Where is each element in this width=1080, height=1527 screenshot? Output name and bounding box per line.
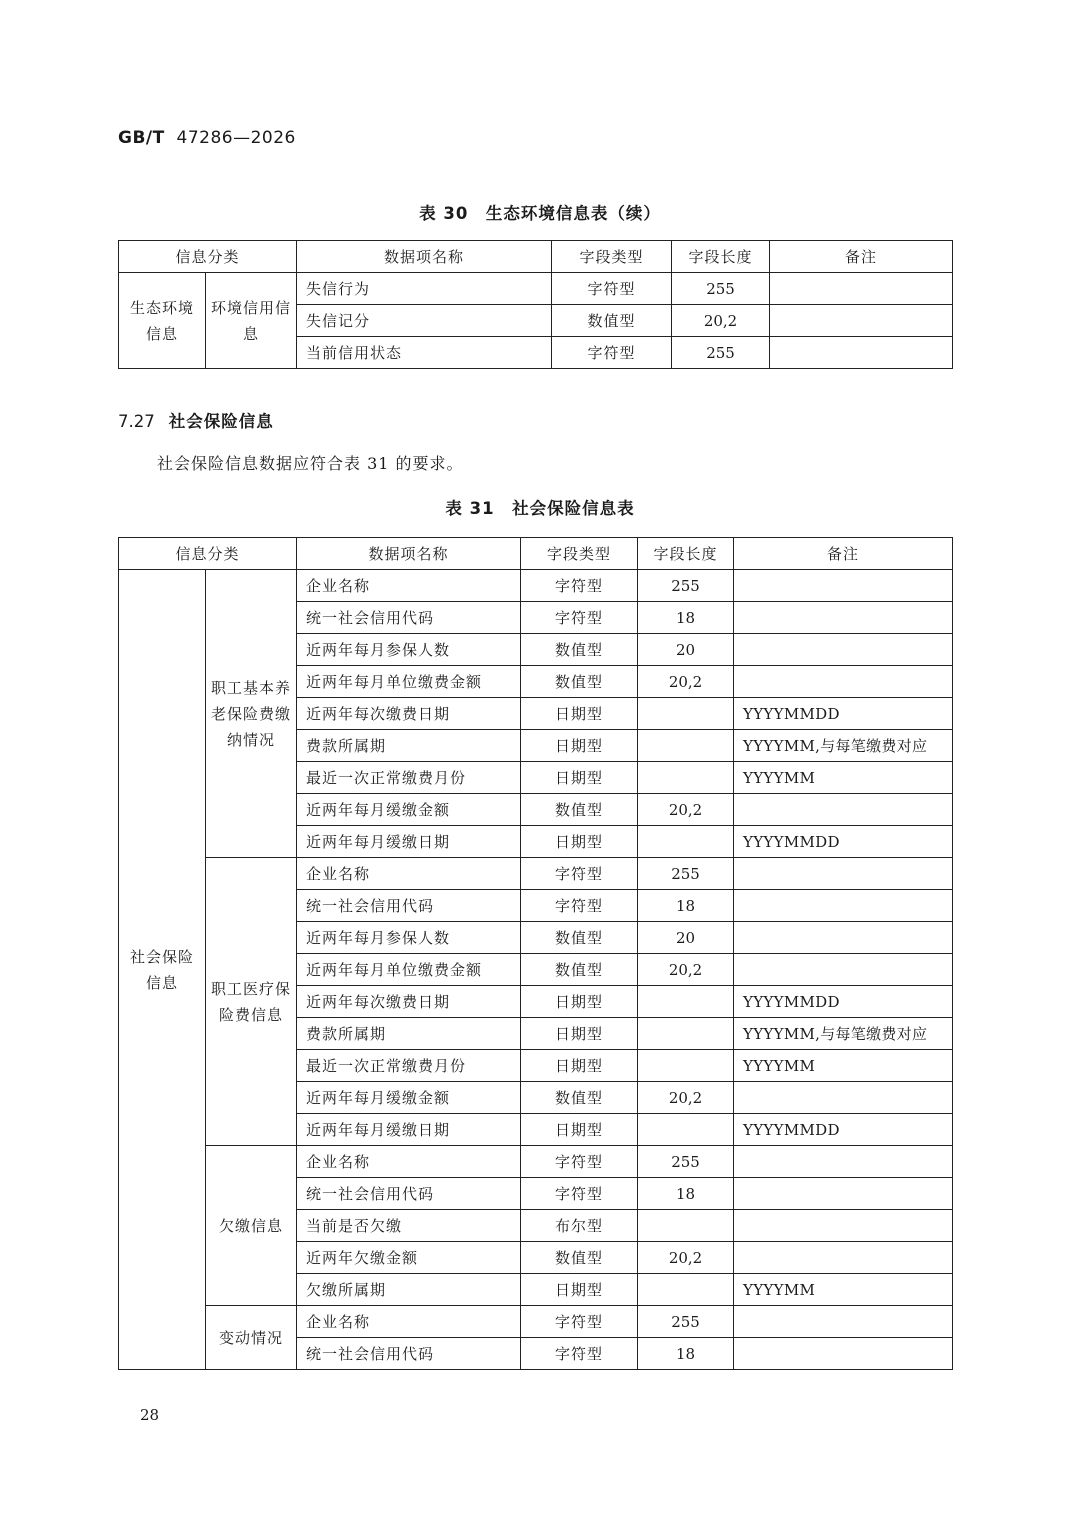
field-type: 数值型 <box>521 666 638 698</box>
field-length <box>638 1274 734 1306</box>
field-type: 数值型 <box>521 1082 638 1114</box>
field-length: 20,2 <box>638 954 734 986</box>
field-name: 企业名称 <box>297 570 521 602</box>
field-length <box>638 826 734 858</box>
field-name: 失信记分 <box>297 305 552 337</box>
field-type: 日期型 <box>521 986 638 1018</box>
field-note <box>734 602 953 634</box>
field-note <box>734 1178 953 1210</box>
field-length: 20,2 <box>672 305 770 337</box>
header-note: 备注 <box>734 538 953 570</box>
field-note <box>734 922 953 954</box>
field-type: 字符型 <box>521 890 638 922</box>
field-length: 255 <box>638 570 734 602</box>
category-level2: 变动情况 <box>206 1306 297 1370</box>
field-length: 18 <box>638 1178 734 1210</box>
field-name: 费款所属期 <box>297 1018 521 1050</box>
field-note <box>734 1082 953 1114</box>
table31 <box>118 537 953 1370</box>
category-level2: 环境信用信息 <box>206 273 297 369</box>
field-length: 255 <box>638 1146 734 1178</box>
page-number: 28 <box>140 1406 160 1424</box>
field-name: 企业名称 <box>297 858 521 890</box>
section-heading <box>118 408 274 432</box>
field-type: 字符型 <box>521 570 638 602</box>
field-note: YYYYMM <box>734 1274 953 1306</box>
field-length: 18 <box>638 1338 734 1370</box>
field-type: 日期型 <box>521 1114 638 1146</box>
field-name: 企业名称 <box>297 1306 521 1338</box>
field-length: 20,2 <box>638 794 734 826</box>
field-note: YYYYMM,与每笔缴费对应 <box>734 730 953 762</box>
table31-header-row <box>119 538 953 570</box>
field-type: 数值型 <box>521 1242 638 1274</box>
field-note: YYYYMMDD <box>734 698 953 730</box>
field-name: 统一社会信用代码 <box>297 602 521 634</box>
field-type: 字符型 <box>521 1338 638 1370</box>
field-name: 近两年每次缴费日期 <box>297 986 521 1018</box>
field-note <box>734 1306 953 1338</box>
field-note <box>770 337 953 369</box>
field-note: YYYYMMDD <box>734 1114 953 1146</box>
header-length: 字段长度 <box>672 241 770 273</box>
field-type: 日期型 <box>521 1050 638 1082</box>
field-length <box>638 1018 734 1050</box>
field-length: 255 <box>672 337 770 369</box>
table-row <box>119 1306 953 1338</box>
header-category: 信息分类 <box>119 241 297 273</box>
field-length: 18 <box>638 602 734 634</box>
table31-body <box>119 570 953 1370</box>
field-type: 日期型 <box>521 730 638 762</box>
standard-number <box>118 128 296 148</box>
field-name: 近两年每月参保人数 <box>297 922 521 954</box>
field-note <box>734 794 953 826</box>
category-level2: 欠缴信息 <box>206 1146 297 1306</box>
standard-code: 47286—2026 <box>176 128 296 148</box>
field-note <box>734 1242 953 1274</box>
field-type: 数值型 <box>521 954 638 986</box>
field-type: 日期型 <box>521 698 638 730</box>
field-type: 数值型 <box>521 634 638 666</box>
header-name: 数据项名称 <box>297 538 521 570</box>
field-name: 近两年每次缴费日期 <box>297 698 521 730</box>
field-length: 255 <box>672 273 770 305</box>
field-length <box>638 762 734 794</box>
field-length <box>638 1114 734 1146</box>
field-note: YYYYMM <box>734 1050 953 1082</box>
field-length <box>638 1050 734 1082</box>
field-type: 日期型 <box>521 762 638 794</box>
field-type: 日期型 <box>521 1018 638 1050</box>
table-row <box>119 570 953 602</box>
field-name: 近两年每月缓缴日期 <box>297 826 521 858</box>
field-note <box>734 890 953 922</box>
field-note <box>734 858 953 890</box>
field-note: YYYYMMDD <box>734 826 953 858</box>
field-note <box>770 305 953 337</box>
section-paragraph: 社会保险信息数据应符合表 31 的要求。 <box>157 454 464 473</box>
field-note <box>770 273 953 305</box>
table-row <box>119 858 953 890</box>
category-level2: 职工医疗保险费信息 <box>206 858 297 1146</box>
field-name: 最近一次正常缴费月份 <box>297 762 521 794</box>
field-name: 近两年每月单位缴费金额 <box>297 954 521 986</box>
field-note <box>734 1146 953 1178</box>
field-length <box>638 698 734 730</box>
field-name: 欠缴所属期 <box>297 1274 521 1306</box>
section-title: 社会保险信息 <box>168 412 274 431</box>
field-name: 最近一次正常缴费月份 <box>297 1050 521 1082</box>
table30-caption: 表 30 生态环境信息表（续） <box>419 204 661 223</box>
field-type: 字符型 <box>521 1146 638 1178</box>
field-name: 失信行为 <box>297 273 552 305</box>
field-note: YYYYMM,与每笔缴费对应 <box>734 1018 953 1050</box>
field-length: 20,2 <box>638 1242 734 1274</box>
table30-header-row <box>119 241 953 273</box>
header-name: 数据项名称 <box>297 241 552 273</box>
field-name: 近两年每月单位缴费金额 <box>297 666 521 698</box>
field-length: 20 <box>638 634 734 666</box>
field-length: 255 <box>638 1306 734 1338</box>
field-note: YYYYMM <box>734 762 953 794</box>
field-length <box>638 1210 734 1242</box>
field-type: 字符型 <box>521 1178 638 1210</box>
field-note <box>734 954 953 986</box>
field-note: YYYYMMDD <box>734 986 953 1018</box>
field-name: 近两年每月缓缴金额 <box>297 794 521 826</box>
category-level2: 职工基本养老保险费缴纳情况 <box>206 570 297 858</box>
field-name: 近两年每月参保人数 <box>297 634 521 666</box>
standard-prefix: GB/T <box>118 128 165 148</box>
table31-caption: 表 31 社会保险信息表 <box>445 499 635 518</box>
table-row <box>119 1146 953 1178</box>
field-name: 统一社会信用代码 <box>297 1178 521 1210</box>
field-length: 20,2 <box>638 666 734 698</box>
field-length: 20,2 <box>638 1082 734 1114</box>
field-note <box>734 570 953 602</box>
category-level1: 生态环境信息 <box>119 273 206 369</box>
table-row <box>119 273 953 305</box>
field-note <box>734 634 953 666</box>
field-name: 费款所属期 <box>297 730 521 762</box>
field-name: 近两年每月缓缴日期 <box>297 1114 521 1146</box>
header-note: 备注 <box>770 241 953 273</box>
field-name: 当前是否欠缴 <box>297 1210 521 1242</box>
field-type: 布尔型 <box>521 1210 638 1242</box>
field-length: 255 <box>638 858 734 890</box>
field-note <box>734 1338 953 1370</box>
header-length: 字段长度 <box>638 538 734 570</box>
field-type: 数值型 <box>552 305 672 337</box>
field-type: 字符型 <box>521 1306 638 1338</box>
field-type: 字符型 <box>552 273 672 305</box>
field-name: 近两年欠缴金额 <box>297 1242 521 1274</box>
field-length: 20 <box>638 922 734 954</box>
field-name: 企业名称 <box>297 1146 521 1178</box>
field-type: 字符型 <box>521 858 638 890</box>
header-category: 信息分类 <box>119 538 297 570</box>
field-type: 数值型 <box>521 794 638 826</box>
field-name: 近两年每月缓缴金额 <box>297 1082 521 1114</box>
field-type: 字符型 <box>521 602 638 634</box>
header-type: 字段类型 <box>521 538 638 570</box>
field-type: 字符型 <box>552 337 672 369</box>
field-note <box>734 666 953 698</box>
field-length <box>638 730 734 762</box>
field-length: 18 <box>638 890 734 922</box>
field-name: 统一社会信用代码 <box>297 1338 521 1370</box>
field-type: 数值型 <box>521 922 638 954</box>
field-type: 日期型 <box>521 826 638 858</box>
header-type: 字段类型 <box>552 241 672 273</box>
field-name: 统一社会信用代码 <box>297 890 521 922</box>
field-type: 日期型 <box>521 1274 638 1306</box>
field-length <box>638 986 734 1018</box>
category-level1: 社会保险信息 <box>119 570 206 1370</box>
table30 <box>118 240 953 369</box>
field-name: 当前信用状态 <box>297 337 552 369</box>
field-note <box>734 1210 953 1242</box>
section-number: 7.27 <box>118 412 155 431</box>
